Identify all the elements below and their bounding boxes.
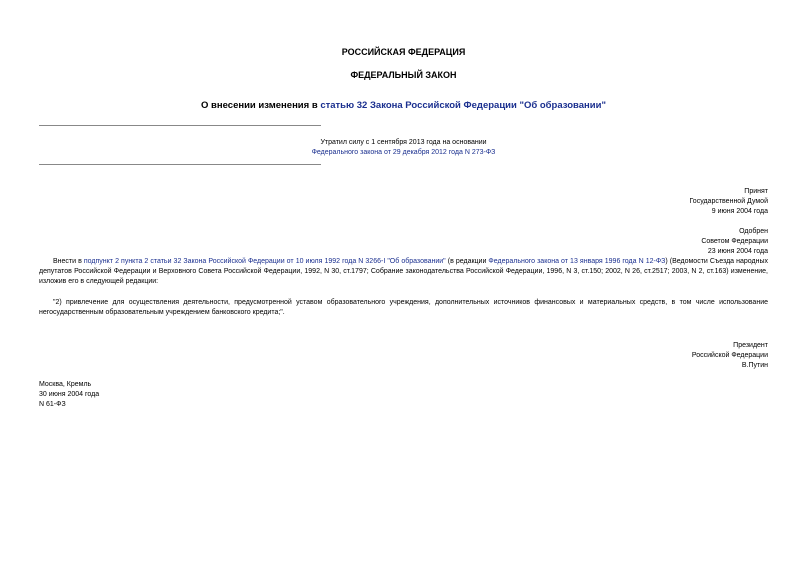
- amended-law-link[interactable]: подпункт 2 пункта 2 статьи 32 Закона Российской Федерации от 10 июля 1992 года N 3266-I "Об образовании": [83, 258, 446, 265]
- adopted-block: [689, 187, 768, 217]
- footer-date: 30 июня 2004 года: [39, 391, 100, 398]
- amending-law-link[interactable]: Федерального закона от 13 января 1996 года N 12-ФЗ: [488, 258, 666, 265]
- approved-line-3: 23 июня 2004 года: [707, 248, 768, 255]
- law-title-link[interactable]: статью 32 Закона Российской Федерации "Об образовании": [320, 100, 606, 111]
- adopted-line-1: Принят: [744, 188, 768, 195]
- law-title: [0, 100, 807, 111]
- body-paragraph-2: [39, 298, 768, 318]
- approved-line-1: Одобрен: [739, 228, 768, 235]
- law-title-prefix: О внесении изменения в: [201, 100, 321, 111]
- signature-line-2: Российской Федерации: [691, 352, 768, 359]
- repeal-law-link[interactable]: Федерального закона от 29 декабря 2012 года N 273-ФЗ: [311, 149, 496, 156]
- p1-text-b: (в редакции: [445, 258, 489, 265]
- footer-place: Москва, Кремль: [39, 381, 92, 388]
- signature-block: [692, 341, 768, 371]
- approved-block: [701, 227, 768, 257]
- new-wording-text: "2) привлечение для осуществления деятельности, предусмотренной уставом образовательного учреждения, дополнительных источников финансовых и материальных средств, в том числе использование негосударственным образовательным учреждением банковского кредита;".: [39, 299, 768, 316]
- footer-block: [39, 380, 99, 410]
- p1-text-a: Внести в: [53, 258, 84, 265]
- signature-line-1: Президент: [733, 342, 768, 349]
- approved-line-2: Советом Федерации: [701, 238, 768, 245]
- footer-number: N 61-ФЗ: [39, 401, 66, 408]
- p1-text-c: ) (Ведомости Съезда народных депутатов Российской Федерации и Верховного Совета Российской Федерации, 1992, N 30, ст.1797; Собрание законодательства Российской Федерации, 1996, N 3, ст.150; 2002, N 26, ст.2517; 2003, N 2, ст.163) изменение, изложив его в следующей редакции:: [39, 258, 769, 285]
- status-line: Утратил силу с 1 сентября 2013 года на основании: [320, 139, 487, 146]
- body-paragraph-1: [39, 257, 768, 287]
- adopted-line-2: Государственной Думой: [689, 198, 768, 205]
- country-heading: РОССИЙСКАЯ ФЕДЕРАЦИЯ: [341, 47, 466, 57]
- divider-bottom: [39, 164, 321, 165]
- signature-line-3: В.Путин: [741, 362, 768, 369]
- divider-top: [39, 125, 321, 126]
- adopted-line-3: 9 июня 2004 года: [711, 208, 768, 215]
- doc-type-heading: ФЕДЕРАЛЬНЫЙ ЗАКОН: [350, 70, 457, 80]
